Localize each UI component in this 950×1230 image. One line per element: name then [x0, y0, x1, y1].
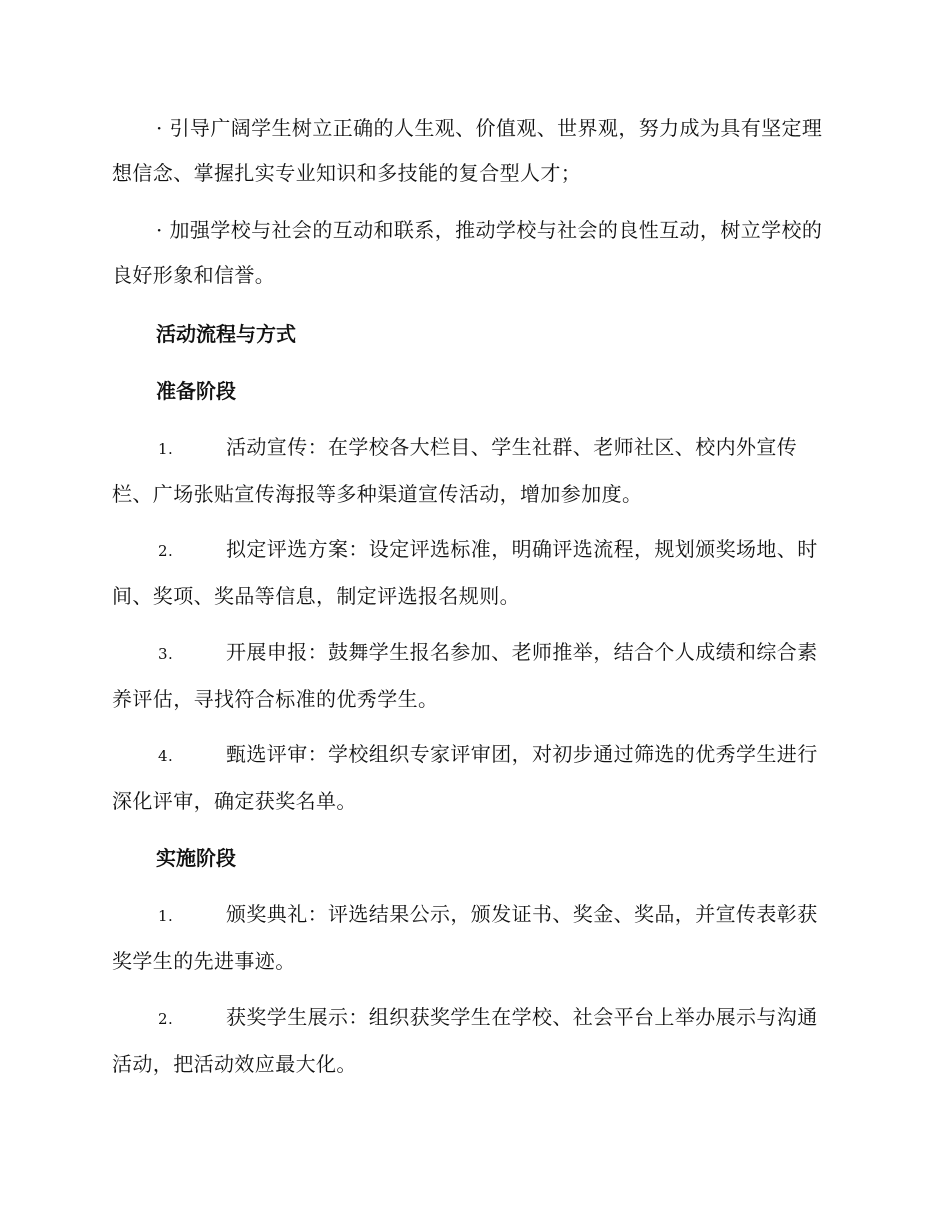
- prep-stage-title: 准备阶段: [156, 379, 236, 403]
- list-item-text: 开展申报：鼓舞学生报名参加、老师推举，结合个人成绩和综合素养评估，寻找符合标准的优秀学生。: [112, 640, 818, 711]
- list-number: 1.: [158, 440, 174, 458]
- list-item-text: 颁奖典礼：评选结果公示，颁发证书、奖金、奖品，并宣传表彰获奖学生的先进事迹。: [112, 902, 818, 973]
- bullet-paragraph: · 加强学校与社会的互动和联系，推动学校与社会的良性互动，树立学校的良好形象和信誉。: [112, 218, 823, 287]
- list-item: [112, 995, 834, 1087]
- list-item: [112, 630, 834, 722]
- list-item-text: 拟定评选方案：设定评选标准，明确评选流程，规划颁奖场地、时间、奖项、奖品等信息，制定评选报名规则。: [112, 537, 818, 608]
- list-item-text: 活动宣传：在学校各大栏目、学生社群、老师社区、校内外宣传栏、广场张贴宣传海报等多种渠道宣传活动，增加参加度。: [112, 435, 798, 506]
- list-item: [112, 527, 834, 619]
- list-number: 2.: [158, 542, 174, 560]
- list-item-text: 甄选评审：学校组织专家评审团，对初步通过筛选的优秀学生进行深化评审，确定获奖名单。: [112, 742, 818, 813]
- list-item: [112, 425, 834, 517]
- impl-stage-title: 实施阶段: [156, 846, 236, 870]
- list-item: [112, 892, 834, 984]
- list-number: 2.: [158, 1010, 174, 1028]
- list-number: 1.: [158, 907, 174, 925]
- section-title: 活动流程与方式: [156, 322, 296, 346]
- bullet-paragraph: · 引导广阔学生树立正确的人生观、价值观、世界观，努力成为具有坚定理想信念、掌握扎实专业知识和多技能的复合型人才；: [112, 116, 823, 185]
- list-item-text: 获奖学生展示：组织获奖学生在学校、社会平台上举办展示与沟通活动，把活动效应最大化。: [112, 1005, 818, 1076]
- list-item: [112, 732, 834, 824]
- list-number: 4.: [158, 747, 174, 765]
- list-number: 3.: [158, 645, 174, 663]
